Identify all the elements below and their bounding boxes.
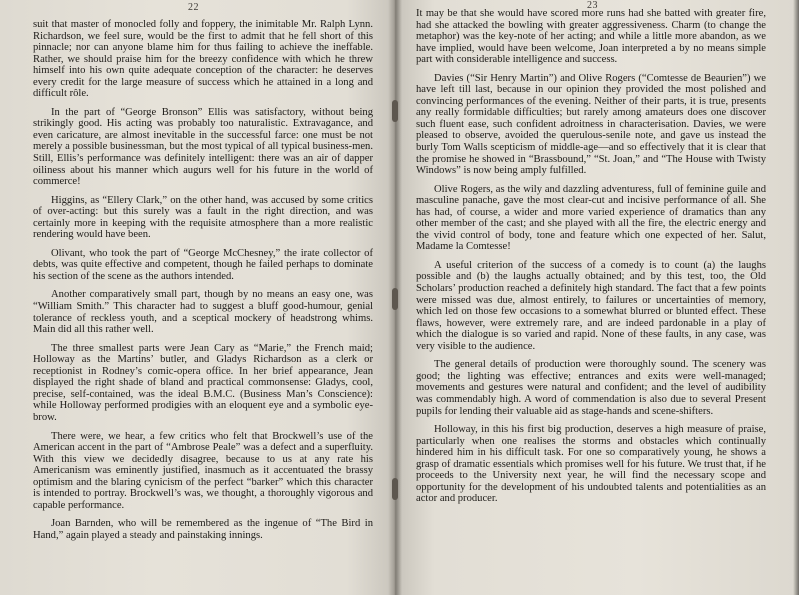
left-paragraph-3: Higgins, as “Ellery Clark,” on the other hand, was accused by some critics of over-acting: but this surely was a fault in the right direction, and was certainly more in keeping with the requisite atmosphere than a more realistic rendering would have been. [33,194,373,241]
right-paragraph-2: Davies (“Sir Henry Martin”) and Olive Rogers (“Comtesse de Beaurien”) we have left till last, because in our opinion they provided the most polished and convincing performances of the evening. Neither of their parts, it is true, presents any really formidable difficulties; but rarely among amateurs does one discover such fluent ease, such confident adroitness in characterisation. Davies, we were pleased to observe, avoided the querulous-senile note, and gave us instead the burly Tom Walls scepticism of middle-age—and so effectively that it is clear that the promise he showed in “Brassbound,” “St. Joan,” and “The House with Twisty Windows” is now being amply fulfilled. [416,72,766,177]
right-paragraph-3: Olive Rogers, as the wily and dazzling adventuress, full of feminine guile and masculine panache, gave the most clear-cut and incisive performance of all. She has had, of course, a wider and more varied experience of dramatics than any other member of the cast; and she played with all the fire, the electric energy and the vivid control of body, tone and feature which one expected of her. Salut, Madame la Comtesse! [416,183,766,253]
right-page-text [416,8,766,512]
binding-staple-bottom [392,478,398,500]
page-number-left: 22 [188,2,199,13]
left-paragraph-5: Another comparatively small part, though by no means an easy one, was “William Smith.” This character had to suggest a bluff good-humour, genial tolerance of reckless youth, and a sceptical mockery of headstrong whims. Main did all this rather well. [33,289,373,336]
left-paragraph-8: Joan Barnden, who will be remembered as the ingenue of “The Bird in Hand,” again played a steady and painstaking innings. [33,518,373,541]
left-paragraph-2: In the part of “George Bronson” Ellis was satisfactory, without being strikingly good. His acting was probably too naturalistic. Extravagance, and even caricature, are almost inevitable in the successful farce: one must be not merely a possible businessman, but the most typical of all typical business-men. Still, Ellis’s performance was definitely intelligent: there was an air of dapper oiliness about his manner which augurs well for his future in the world of commerce! [33,106,373,188]
binding-staple-middle [392,288,398,310]
right-paragraph-5: The general details of production were thoroughly sound. The scenery was good; the lighting was effective; entrances and exits were well-managed; movements and gestures were natural and confident; and the level of audibility was commendably high. A word of commendation is also due to several Present pupils for lending their valuable aid as stage-hands and scene-shifters. [416,359,766,417]
left-paragraph-6: The three smallest parts were Jean Cary as “Marie,” the French maid; Holloway as the Martins’ butler, and Gladys Richardson as a clerk or receptionist in Rodney’s comic-opera office. In her brief appearance, Jean displayed the right shade of bland and practical commonsense: Gladys, cool, precise, self-contained, was the ideal B.M.C. (Business Man’s Conscience): while Holloway performed prodigies with an eloquent eye and a symbolic eye-brow. [33,342,373,423]
left-page [0,0,394,595]
right-page [394,0,799,595]
left-paragraph-4: Olivant, who took the part of “George McChesney,” the irate collector of debts, was quite effective and competent, though he failed perhaps to dominate his section of the scene as the authors intended. [33,247,373,282]
right-paragraph-4: A useful criterion of the success of a comedy is to count (a) the laughs possible and (b) the laughs actually obtained; and by this test, too, the Old Scholars’ production reached a definitely high standard. The fact that a few points were missed was due, almost entirely, to failures or uncertainties of memory, which led on those few occasions to a somewhat blurred or blunted effect. These flaws, however, were extremely rare, and are indeed pardonable in a play of which the dialogue is so varied and rapid. None of these faults, in any case, was very visible to the audience. [416,259,766,352]
left-page-text [33,19,373,548]
left-paragraph-1: suit that master of monocled folly and foppery, the inimitable Mr. Ralph Lynn. Richardson, we feel sure, would be the first to admit that he fell short of this pinnacle; nor can anyone blame him for thus failing to achieve the ineffable. Rather, we should praise him for the breezy confidence with which he threw himself into his own quite adequate conception of the character: he deserves every credit for the large measure of success which he attained in a long and difficult rôle. [33,19,373,100]
page-number-right: 23 [587,0,598,11]
right-paragraph-1: It may be that she would have scored more runs had she batted with greater fire, had she attacked the bowling with greater aggressiveness. Charm (to change the metaphor) was the key-note of her acting; and while a little more abandon, as we have implied, would have been welcome, Joan interpreted a by no means simple part with considerable intelligence and success. [416,8,766,66]
right-paragraph-6: Holloway, in this his first big production, deserves a high measure of praise, particularly when one realises the storms and obstacles which continually hindered him in his difficult task. For one so comparatively young, he shows a grasp of dramatic essentials which promises well for his future. We trust that, if he proceeds to the University next year, he will find the necessary scope and opportunity for the development of his undoubted talents and potentialities as an actor and producer. [416,424,766,505]
page-edge-shadow [793,0,799,595]
left-paragraph-7: There were, we hear, a few critics who felt that Brockwell’s use of the American accent in the part of “Ambrose Peale” was a defect and a superfluity. With this view we decidedly disagree, because to us at any rate his Americanism was eminently justified, inasmuch as it accentuated the brassy optimism and the blaring cynicism of the perfect “barker” which this character is intended to portray. Brockwell’s was, we thought, a thoroughly vigorous and capable performance. [33,430,373,511]
binding-staple-top [392,100,398,122]
